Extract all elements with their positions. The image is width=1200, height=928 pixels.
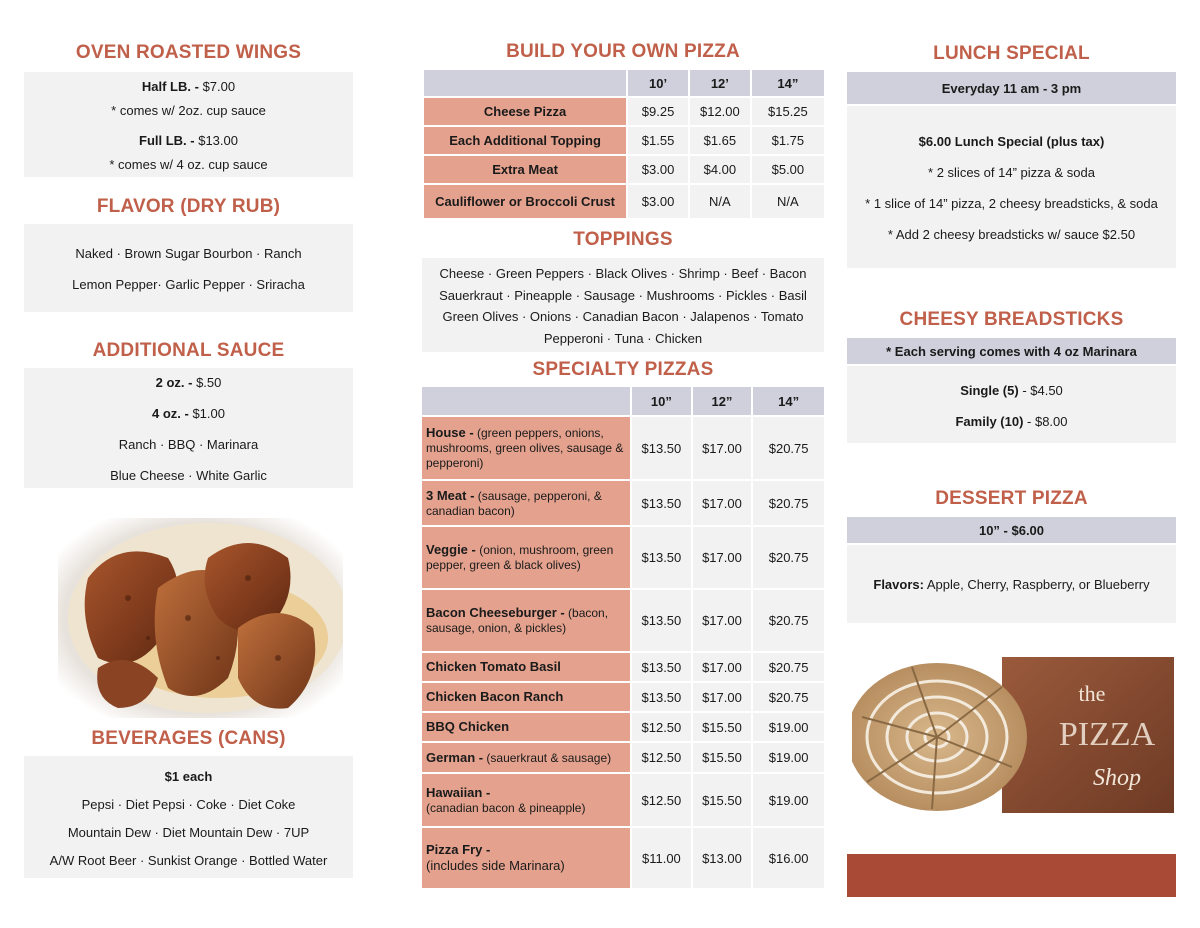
- photo-word-pizza: PIZZA: [1058, 716, 1156, 753]
- footer-bar: [847, 854, 1176, 897]
- specialty-price: $15.50: [693, 743, 752, 772]
- specialty-item-desc: (bacon, sausage, onion, & pickles): [426, 606, 609, 635]
- sauce-panel: [24, 368, 353, 488]
- flavor-line-1: Naked · Brown Sugar Bourbon · Ranch: [75, 246, 302, 261]
- flavor-panel: [24, 224, 353, 312]
- wings-half-price: $7.00: [198, 79, 236, 94]
- dessert-price: 10” - $6.00: [978, 523, 1045, 538]
- specialty-price: $19.00: [753, 743, 824, 772]
- specialty-size-10: 10”: [632, 387, 691, 415]
- byo-price: N/A: [690, 185, 750, 218]
- wings-panel: [24, 72, 353, 177]
- toppings-title: TOPPINGS: [573, 229, 673, 250]
- lunch-hours: Everyday 11 am - 3 pm: [941, 81, 1082, 96]
- specialty-title: SPECIALTY PIZZAS: [532, 359, 714, 380]
- specialty-price: $16.00: [753, 828, 824, 888]
- flavor-line-2: Lemon Pepper· Garlic Pepper · Sriracha: [72, 277, 305, 292]
- specialty-price: $13.50: [632, 417, 691, 479]
- specialty-price: $20.75: [753, 481, 824, 525]
- specialty-price: $17.00: [693, 481, 752, 525]
- byo-item-name: Cheese Pizza: [424, 98, 626, 125]
- beverages-price: $1 each: [164, 769, 213, 784]
- specialty-price: $19.00: [753, 774, 824, 826]
- beverages-line-2: Mountain Dew · Diet Mountain Dew · 7UP: [67, 825, 310, 840]
- byo-item-name: Extra Meat: [424, 156, 626, 183]
- byo-price: $3.00: [628, 185, 688, 218]
- wings-full-note: * comes w/ 4 oz. cup sauce: [109, 157, 268, 172]
- specialty-row: [422, 683, 824, 711]
- specialty-row: [422, 653, 824, 681]
- wings-full-label: Full LB. -: [139, 133, 195, 148]
- specialty-item-name: Hawaiian -: [426, 784, 491, 800]
- specialty-price: $19.00: [753, 713, 824, 741]
- toppings-line-2: Sauerkraut · Pineapple · Sausage · Mushrooms · Pickles · Basil: [439, 288, 807, 303]
- photo-word-the: the: [1078, 681, 1106, 706]
- toppings-panel: [422, 258, 824, 352]
- specialty-price: $17.00: [693, 683, 752, 711]
- specialty-item-desc: (onion, mushroom, green pepper, green & black olives): [426, 543, 614, 572]
- breadsticks-title: CHEESY BREADSTICKS: [899, 309, 1124, 330]
- specialty-item: [422, 527, 630, 588]
- specialty-price: $13.50: [632, 481, 691, 525]
- specialty-item-desc: (canadian bacon & pineapple): [426, 800, 586, 815]
- specialty-item: [422, 481, 630, 525]
- specialty-price: $20.75: [753, 590, 824, 651]
- wings-full-price: $13.00: [194, 133, 238, 148]
- sauce-line-1: Ranch · BBQ · Marinara: [118, 437, 259, 452]
- specialty-item: [422, 590, 630, 651]
- specialty-price: $12.50: [632, 743, 691, 772]
- specialty-item: [422, 417, 630, 479]
- flavor-title: FLAVOR (DRY RUB): [96, 196, 281, 217]
- wings-full: [24, 133, 353, 148]
- specialty-price: $12.50: [632, 774, 691, 826]
- left-column: [0, 0, 400, 928]
- specialty-price: $17.00: [693, 417, 752, 479]
- specialty-item-desc: (includes side Marinara): [426, 858, 565, 873]
- beverages-line-3: A/W Root Beer · Sunkist Orange · Bottled Water: [49, 853, 328, 868]
- specialty-item: [422, 828, 630, 888]
- dessert-panel: [847, 545, 1176, 623]
- specialty-price: $20.75: [753, 527, 824, 588]
- specialty-item-name: 3 Meat -: [426, 487, 475, 503]
- photo-word-shop: Shop: [1093, 765, 1141, 791]
- byo-row: [424, 156, 824, 183]
- byo-price: $5.00: [752, 156, 824, 183]
- byo-row: [424, 98, 824, 125]
- byo-size-12: 12’: [690, 70, 750, 96]
- right-column: [847, 0, 1177, 928]
- sauce-2oz-label: 2 oz. -: [155, 375, 193, 390]
- specialty-item: [422, 743, 630, 772]
- breadsticks-note: * Each serving comes with 4 oz Marinara: [886, 344, 1137, 359]
- byo-price: $1.65: [690, 127, 750, 154]
- dessert-flavors-label: Flavors:: [873, 577, 924, 592]
- byo-price: $1.55: [628, 127, 688, 154]
- byo-price: $1.75: [752, 127, 824, 154]
- specialty-row: [422, 774, 824, 826]
- specialty-price: $13.50: [632, 683, 691, 711]
- specialty-item-name: German -: [426, 749, 484, 765]
- byo-price: $3.00: [628, 156, 688, 183]
- beverages-line-1: Pepsi · Diet Pepsi · Coke · Diet Coke: [81, 797, 296, 812]
- specialty-price: $13.00: [693, 828, 752, 888]
- toppings-line-4: Pepperoni · Tuna · Chicken: [543, 331, 703, 346]
- breadsticks-panel: [847, 366, 1176, 443]
- breadsticks-single-label: Single (5): [960, 383, 1019, 398]
- byo-table: [422, 68, 826, 220]
- dessert-flavors: [847, 577, 1176, 592]
- specialty-price: $12.50: [632, 713, 691, 741]
- breadsticks-family: [847, 414, 1176, 429]
- byo-price: $12.00: [690, 98, 750, 125]
- lunch-headline: $6.00 Lunch Special (plus tax): [918, 134, 1105, 149]
- specialty-price: $11.00: [632, 828, 691, 888]
- specialty-price: $13.50: [632, 653, 691, 681]
- sauce-2oz-price: $.50: [192, 375, 222, 390]
- specialty-header-blank: [422, 387, 630, 415]
- breadsticks-family-price: - $8.00: [1023, 414, 1068, 429]
- wings-half-label: Half LB. -: [141, 79, 199, 94]
- byo-item-name: Each Additional Topping: [424, 127, 626, 154]
- wings-half-note: * comes w/ 2oz. cup sauce: [111, 103, 266, 118]
- specialty-price: $13.50: [632, 527, 691, 588]
- dessert-price-bar: [847, 517, 1176, 543]
- specialty-table: [420, 385, 826, 890]
- lunch-panel: [847, 106, 1176, 268]
- wings-photo: [58, 518, 343, 718]
- lunch-line-2: * 1 slice of 14” pizza, 2 cheesy breadsticks, & soda: [865, 196, 1158, 211]
- specialty-row: [422, 527, 824, 588]
- specialty-row: [422, 713, 824, 741]
- specialty-price: $15.50: [693, 713, 752, 741]
- sauce-4oz-label: 4 oz. -: [152, 406, 189, 421]
- lunch-line-1: * 2 slices of 14” pizza & soda: [928, 165, 1095, 180]
- dessert-flavors-list: Apple, Cherry, Raspberry, or Blueberry: [923, 577, 1150, 592]
- byo-price: $15.25: [752, 98, 824, 125]
- specialty-price: $20.75: [753, 683, 824, 711]
- toppings-line-1: Cheese · Green Peppers · Black Olives · Shrimp · Beef · Bacon: [439, 266, 807, 281]
- specialty-item-desc: (green peppers, onions, mushrooms, green olives, sausage & pepperoni): [426, 426, 624, 470]
- beverages-title: BEVERAGES (CANS): [91, 728, 286, 749]
- specialty-row: [422, 417, 824, 479]
- sauce-4oz-price: $1.00: [188, 406, 225, 421]
- specialty-price: $20.75: [753, 653, 824, 681]
- byo-row: [424, 185, 824, 218]
- toppings-line-3: Green Olives · Onions · Canadian Bacon · Jalapenos · Tomato: [442, 309, 804, 324]
- middle-column: [420, 0, 830, 928]
- specialty-item-desc: (sauerkraut & sausage): [483, 750, 612, 765]
- wings-half: [24, 79, 353, 94]
- byo-size-10: 10’: [628, 70, 688, 96]
- specialty-item: [422, 774, 630, 826]
- byo-price: $9.25: [628, 98, 688, 125]
- wings-title: OVEN ROASTED WINGS: [75, 42, 302, 63]
- specialty-price: $17.00: [693, 653, 752, 681]
- sauce-size-2oz: [24, 375, 353, 390]
- specialty-item-name: Veggie -: [426, 542, 476, 557]
- byo-price: $4.00: [690, 156, 750, 183]
- byo-size-14: 14”: [752, 70, 824, 96]
- specialty-item-name: Pizza Fry -: [426, 842, 491, 857]
- dessert-title: DESSERT PIZZA: [935, 488, 1088, 509]
- byo-price: N/A: [752, 185, 824, 218]
- sauce-line-2: Blue Cheese · White Garlic: [110, 468, 267, 483]
- specialty-row: [422, 828, 824, 888]
- byo-item-name: Cauliflower or Broccoli Crust: [424, 185, 626, 218]
- specialty-row: [422, 481, 824, 525]
- specialty-size-12: 12”: [693, 387, 752, 415]
- specialty-size-14: 14”: [753, 387, 824, 415]
- specialty-item: [422, 683, 630, 711]
- specialty-item: [422, 713, 630, 741]
- specialty-item-name: House -: [426, 425, 474, 440]
- specialty-price: $17.00: [693, 590, 752, 651]
- sauce-size-4oz: [24, 406, 353, 421]
- byo-row: [424, 127, 824, 154]
- breadsticks-single-price: - $4.50: [1018, 383, 1063, 398]
- specialty-price: $17.00: [693, 527, 752, 588]
- byo-title: BUILD YOUR OWN PIZZA: [506, 41, 740, 62]
- specialty-row: [422, 743, 824, 772]
- specialty-item-name: Bacon Cheeseburger -: [426, 605, 565, 620]
- breadsticks-single: [847, 383, 1176, 398]
- specialty-item-desc: (sausage, pepperoni, & canadian bacon): [426, 488, 602, 518]
- lunch-title: LUNCH SPECIAL: [933, 43, 1090, 64]
- specialty-item-name: Chicken Tomato Basil: [426, 659, 561, 674]
- breadsticks-note-bar: [847, 338, 1176, 364]
- specialty-item-name: BBQ Chicken: [426, 719, 510, 734]
- specialty-price: $20.75: [753, 417, 824, 479]
- specialty-price: $15.50: [693, 774, 752, 826]
- sauce-title: ADDITIONAL SAUCE: [92, 340, 285, 361]
- byo-header-blank: [424, 70, 626, 96]
- breadsticks-family-label: Family (10): [955, 414, 1024, 429]
- lunch-hours-bar: [847, 72, 1176, 104]
- lunch-line-3: * Add 2 cheesy breadsticks w/ sauce $2.50: [887, 227, 1136, 242]
- specialty-row: [422, 590, 824, 651]
- dessert-pizza-photo: [852, 657, 1174, 813]
- specialty-price: $13.50: [632, 590, 691, 651]
- specialty-item-name: Chicken Bacon Ranch: [426, 689, 564, 704]
- beverages-panel: [24, 756, 353, 878]
- specialty-item: [422, 653, 630, 681]
